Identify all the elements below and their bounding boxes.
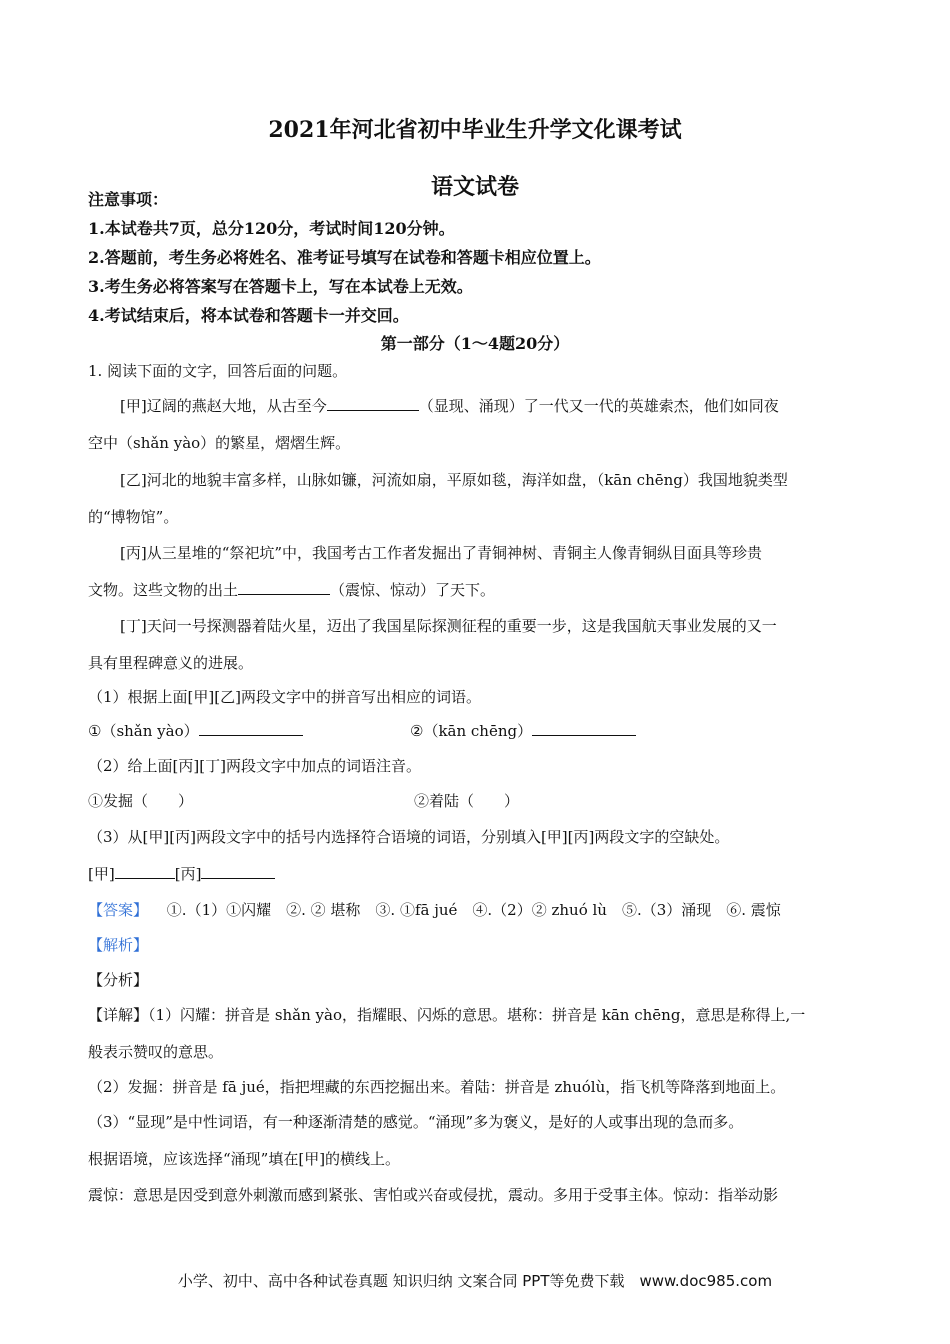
- answer-row: [88, 899, 781, 920]
- sub-question-3-jia: [甲]: [88, 865, 115, 883]
- sub-question-2-item-a: ①发掘（ ）: [88, 792, 194, 810]
- sub-question-1-label-b: ②（kān chēng）: [410, 722, 533, 740]
- footer-text: 小学、初中、高中各种试卷真题 知识归纳 文案合同 PPT等免费下载 www.doc985.com: [177, 1272, 773, 1290]
- exam-title: 2021年河北省初中毕业生升学文化课考试: [268, 117, 682, 143]
- paragraph-jia-text-a: [甲]辽阔的燕赵大地，从古至今: [120, 397, 327, 415]
- detail-label: 【详解】: [88, 1006, 149, 1024]
- paragraph-ding-line1: [丁]天问一号探测器着陆火星，迈出了我国星际探测征程的重要一步，这是我国航天事业发展的又一: [120, 617, 777, 635]
- answer-text: ①.（1）①闪耀 ②. ② 堪称 ③. ①fā jué ④.（2）② zhuó lù ⑤.（3）涌现 ⑥. 震惊: [166, 901, 781, 919]
- sub-question-2: （2）给上面[丙][丁]两段文字中加点的词语注音。: [88, 757, 421, 775]
- sub-question-3-blanks: [88, 863, 275, 884]
- fenxi-label: 【分析】: [88, 971, 149, 989]
- detail-line-5: 根据语境，应该选择“涌现”填在[甲]的横线上。: [88, 1150, 401, 1168]
- answer-line-a: [199, 720, 303, 736]
- detail-1-text: （1）闪耀：拼音是 shǎn yào，指耀眼、闪烁的意思。堪称：拼音是 kān chēng，意思是称得上,一: [148, 1006, 806, 1024]
- sub-question-1-answer-a: [88, 720, 303, 741]
- sub-question-1-answer-b: [410, 720, 636, 741]
- paragraph-ding-line2: 具有里程碑意义的进展。: [88, 654, 254, 672]
- sub-question-3-bing: [丙]: [174, 865, 202, 883]
- paragraph-jia-line1: [120, 395, 779, 416]
- paragraph-bing-line1: [丙]从三星堆的“祭祀坑”中，我国考古工作者发掘出了青铜神树、青铜主人像青铜纵目面具等珍贵: [120, 544, 763, 562]
- exam-subtitle: 语文试卷: [430, 174, 519, 200]
- answer-line-bing: [201, 863, 275, 879]
- paragraph-bing-line2: [88, 579, 495, 600]
- detail-line-6: 震惊：意思是因受到意外刺激而感到紧张、害怕或兴奋或侵扰，震动。多用于受事主体。惊动：指举动影: [88, 1186, 779, 1204]
- detail-line-2: 般表示赞叹的意思。: [88, 1043, 224, 1061]
- paragraph-jia-text-b: （显现、涌现）了一代又一代的英雄索杰，他们如同夜: [418, 397, 779, 415]
- paragraph-bing-text-a: 文物。这些文物的出土: [88, 581, 239, 599]
- paragraph-jia-line2: 空中（shǎn yào）的繁星，熠熠生辉。: [88, 434, 351, 452]
- sub-question-3: （3）从[甲][丙]两段文字中的括号内选择符合语境的词语，分别填入[甲][丙]两段文字的空缺处。: [88, 828, 730, 846]
- detail-line-3: （2）发掘：拼音是 fā jué，指把埋藏的东西挖掘出来。着陆：拼音是 zhuólù，指飞机等降落到地面上。: [88, 1078, 786, 1096]
- sub-question-1: （1）根据上面[甲][乙]两段文字中的拼音写出相应的词语。: [88, 688, 481, 706]
- answer-line-b: [532, 720, 636, 736]
- question-1-prompt: 1. 阅读下面的文字，回答后面的问题。: [88, 362, 348, 380]
- detail-line-4: （3）“显现”是中性词语，有一种逐渐清楚的感觉。“涌现”多为褒义，是好的人或事出现的急而多。: [88, 1113, 744, 1131]
- notice-item-3: 3.考生务必将答案写在答题卡上，写在本试卷上无效。: [88, 277, 473, 296]
- notice-item-2: 2.答题前，考生务必将姓名、准考证号填写在试卷和答题卡相应位置上。: [88, 248, 601, 267]
- detail-line-1: [88, 1004, 805, 1025]
- notice-heading: 注意事项：: [88, 190, 169, 209]
- paragraph-bing-text-b: （震惊、惊动）了天下。: [330, 581, 496, 599]
- notice-item-1: 1.本试卷共7页，总分120分，考试时间120分钟。: [88, 219, 455, 238]
- notice-item-4: 4.考试结束后，将本试卷和答题卡一并交回。: [88, 306, 409, 325]
- fill-blank-bing: [238, 579, 330, 595]
- fill-blank-jia: [327, 395, 419, 411]
- section-heading: 第一部分（1～4题20分）: [380, 334, 570, 353]
- answer-line-jia: [115, 863, 175, 879]
- paragraph-yi-line1: [乙]河北的地貌丰富多样，山脉如镰，河流如扇，平原如毯，海洋如盘，（kān chēng）我国地貌类型: [120, 471, 788, 489]
- answer-label: 【答案】: [88, 901, 149, 919]
- sub-question-2-item-b: ②着陆（ ）: [414, 792, 520, 810]
- paragraph-yi-line2: 的“博物馆”。: [88, 508, 179, 526]
- analysis-label: 【解析】: [88, 936, 149, 954]
- sub-question-1-label-a: ①（shǎn yào）: [88, 722, 199, 740]
